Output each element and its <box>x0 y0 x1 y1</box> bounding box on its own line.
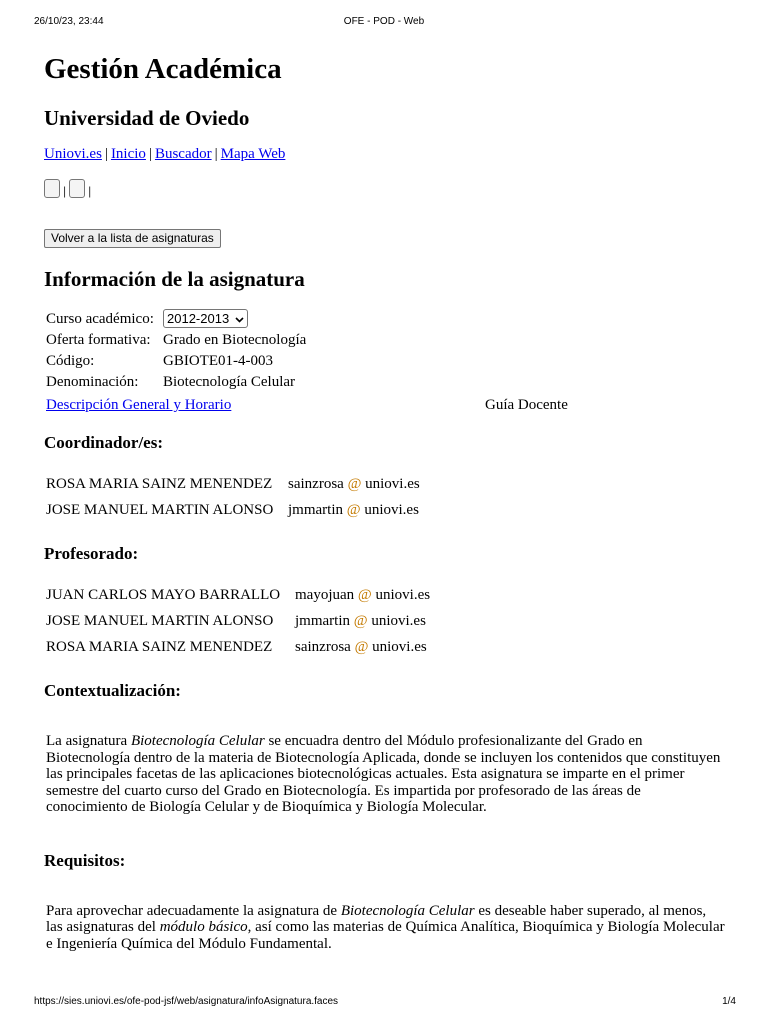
main-content <box>44 50 734 952</box>
icon-separator: | <box>63 184 67 198</box>
denominacion-label: Denominación: <box>46 374 139 390</box>
person-email: sainzrosa @ uniovi.es <box>288 476 420 492</box>
subject-info-table <box>44 308 584 393</box>
curso-select-value: 2012-2013 <box>167 311 230 326</box>
list-item <box>44 608 734 634</box>
language-icon-row <box>44 176 734 198</box>
curso-label: Curso académico: <box>46 310 154 327</box>
image-placeholder-icon[interactable] <box>44 179 60 198</box>
descripcion-guia-row <box>44 395 734 417</box>
requisitos-text: Para aprovechar adecuadamente la asignatura de Biotecnología Celular es deseable haber superado, al menos, las asignaturas del módulo básico, así como las materias de Química Analítica, Bioquímica y Biología Molecular e Ingeniería Química del Módulo Fundamental. <box>46 902 725 952</box>
at-icon: @ <box>357 587 372 603</box>
info-row-curso <box>44 308 584 330</box>
print-footer <box>0 996 768 1010</box>
person-email: jmmartin @ uniovi.es <box>288 502 419 518</box>
top-navigation <box>44 144 734 164</box>
list-item <box>44 582 734 608</box>
denominacion-value: Biotecnología Celular <box>163 374 296 390</box>
nav-link-buscador[interactable]: Buscador <box>154 146 212 162</box>
oferta-value: Grado en Biotecnología <box>163 332 307 348</box>
icon-separator: | <box>88 184 92 198</box>
person-email: mayojuan @ uniovi.es <box>295 587 431 603</box>
contextualizacion-text: La asignatura Biotecnología Celular se encuadra dentro del Módulo profesionalizante del Grado en Biotecnología dentro de la materia de Biotecnología Aplicada, donde se incluyen los contenidos que constituyen las principales facetas de las aplicaciones biotecnológicas actuales. Esta asignatura se imparte en el primer semestre del cuarto curso del Grado en Biotecnología. Es impartida por profesorado de las áreas de conocimiento de Biología Celular y de Bioquímica y Biología Molecular. <box>46 733 721 815</box>
person-name: JOSE MANUEL MARTIN ALONSO <box>46 502 274 518</box>
person-name: JOSE MANUEL MARTIN ALONSO <box>46 613 274 629</box>
list-item <box>44 497 734 523</box>
nav-link-uniovi[interactable]: Uniovi.es <box>44 146 102 162</box>
print-page-title: OFE - POD - Web <box>343 16 425 27</box>
at-icon: @ <box>346 502 361 518</box>
nav-link-mapa-web[interactable]: Mapa Web <box>220 146 286 162</box>
guia-docente-label: Guía Docente <box>485 397 568 413</box>
profesorado-title: Profesorado: <box>44 544 139 563</box>
person-name: JUAN CARLOS MAYO BARRALLO <box>46 587 281 603</box>
print-page-number: 1/4 <box>722 996 736 1007</box>
list-item <box>44 471 734 497</box>
nav-separator: | <box>148 146 152 162</box>
at-icon: @ <box>354 639 369 655</box>
coordinadores-list <box>44 471 734 523</box>
print-url: https://sies.uniovi.es/ofe-pod-jsf/web/asignatura/infoAsignatura.faces <box>34 996 339 1007</box>
image-placeholder-icon[interactable] <box>69 179 85 198</box>
requisitos-title: Requisitos: <box>44 850 126 870</box>
codigo-value: GBIOTE01-4-003 <box>163 353 273 369</box>
at-icon: @ <box>347 476 362 492</box>
at-icon: @ <box>353 613 368 629</box>
contextualizacion-title: Contextualización: <box>44 681 181 700</box>
section-title: Información de la asignatura <box>44 267 305 291</box>
person-email: sainzrosa @ uniovi.es <box>295 639 427 655</box>
chevron-down-icon <box>235 309 244 328</box>
nav-separator: | <box>214 146 218 162</box>
descripcion-general-link[interactable]: Descripción General y Horario <box>46 397 232 413</box>
info-row-oferta <box>44 330 584 351</box>
nav-separator: | <box>104 146 108 162</box>
nav-link-inicio[interactable]: Inicio <box>110 146 146 162</box>
codigo-label: Código: <box>46 353 95 369</box>
coordinadores-title: Coordinador/es: <box>44 433 163 452</box>
info-row-codigo <box>44 351 584 372</box>
profesorado-list <box>44 582 734 660</box>
person-email: jmmartin @ uniovi.es <box>295 613 426 629</box>
curso-select[interactable] <box>163 309 248 328</box>
app-title: Gestión Académica <box>44 53 282 85</box>
university-title: Universidad de Oviedo <box>44 106 250 130</box>
back-to-list-button[interactable]: Volver a la lista de asignaturas <box>44 229 221 248</box>
info-row-denominacion <box>44 372 584 393</box>
print-datetime: 26/10/23, 23:44 <box>34 16 104 27</box>
print-header <box>0 16 768 30</box>
oferta-label: Oferta formativa: <box>46 332 151 348</box>
person-name: ROSA MARIA SAINZ MENENDEZ <box>46 639 273 655</box>
person-name: ROSA MARIA SAINZ MENENDEZ <box>46 476 273 492</box>
list-item <box>44 634 734 660</box>
